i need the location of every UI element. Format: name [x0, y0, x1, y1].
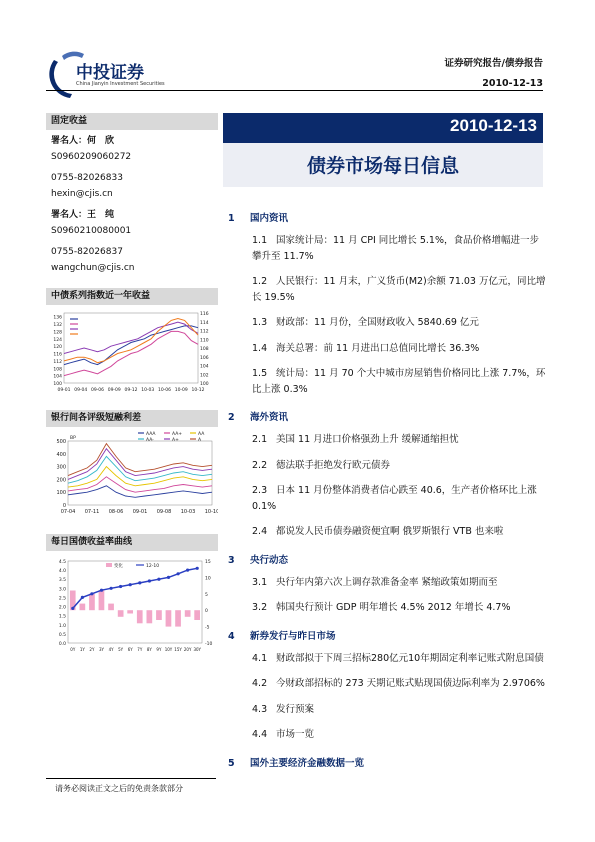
item-text: 央行年内第六次上调存款准备金率 紧缩政策如期而至 — [276, 576, 498, 588]
index-chart-svg — [46, 305, 218, 400]
item-number: 1.4 — [252, 342, 268, 354]
item-number: 4.3 — [252, 703, 268, 715]
author-id: S0960209060272 — [51, 151, 132, 162]
legend-label: 12-10 — [146, 564, 160, 569]
section-title: 海外资讯 — [250, 412, 289, 423]
item-number: 2.4 — [252, 526, 268, 537]
item-number: 2.2 — [252, 459, 268, 471]
yield-point — [71, 607, 74, 610]
yield-point — [100, 589, 103, 592]
x-tick-label: 10-06 — [157, 388, 172, 393]
banner-date: 2010-12-13 — [450, 116, 537, 135]
section-number: 1 — [228, 213, 235, 224]
x-tick-label: 20Y — [183, 647, 192, 652]
change-bar — [156, 610, 162, 620]
y-tick-label: 120 — [53, 345, 62, 351]
author-name: 署名人：王 纯 — [51, 210, 115, 220]
section-title: 新券发行与昨日市场 — [250, 630, 336, 642]
y-tick-label: 2.5 — [58, 596, 66, 602]
y-tick-label: 0.0 — [58, 642, 66, 647]
y-tick-label: 1.0 — [58, 623, 66, 629]
y-tick-label: 0 — [62, 503, 66, 509]
section-heading[interactable] — [228, 628, 546, 642]
author-email[interactable]: wangchun@cjis.cn — [51, 262, 135, 273]
toc-item[interactable] — [252, 341, 546, 357]
section-heading[interactable] — [228, 409, 546, 423]
yield-point — [90, 592, 93, 595]
y2-tick-label: 104 — [200, 364, 209, 370]
y-tick-label: 104 — [53, 374, 62, 380]
legend-label: A+ — [172, 438, 179, 443]
y2-tick-label: 5 — [205, 592, 208, 598]
section-number: 5 — [228, 757, 235, 769]
legend-label: 变化 — [114, 564, 123, 569]
toc-item[interactable] — [252, 524, 546, 540]
y-tick-label: 3.5 — [58, 578, 66, 584]
y2-tick-label: -10 — [205, 642, 213, 647]
x-tick-label: 09-08 — [156, 509, 172, 515]
x-tick-label: 09-01 — [57, 388, 71, 393]
item-text: 统计局：11 月 70 个大中城市房屋销售价格同比上涨 7.7%，环比上涨 0.3% — [252, 368, 546, 395]
x-tick-label: 10-10 — [204, 509, 218, 515]
y-tick-label: 116 — [53, 352, 62, 358]
y-axis-label: BP — [70, 436, 76, 441]
toc-item[interactable] — [252, 702, 546, 718]
change-bar — [147, 610, 153, 623]
item-text: 海关总署：前 11 月进出口总值同比增长 36.3% — [276, 342, 480, 354]
document-title: 债券市场每日信息 — [306, 155, 459, 177]
item-text: 美国 11 月进口价格强劲上升 缓解通缩担忧 — [276, 434, 459, 445]
yield-point — [81, 596, 84, 599]
report-type: 证券研究报告/债券报告 — [444, 58, 543, 69]
chart1-heading: 中债系列指数近一年收益 — [46, 288, 218, 305]
x-tick-label: 10Y — [164, 647, 173, 652]
x-tick-label: 7Y — [137, 647, 143, 652]
spread-chart — [46, 427, 218, 526]
x-tick-label: 09-12 — [124, 388, 138, 393]
y-tick-label: 400 — [56, 451, 66, 458]
item-text: 都说发人民币债券融资便宜啊 俄罗斯银行 VTB 也来啦 — [276, 526, 504, 537]
y2-tick-label: -5 — [205, 625, 210, 631]
section-title: 国内资讯 — [250, 213, 289, 224]
y-tick-label: 132 — [53, 323, 62, 329]
change-bar — [99, 591, 105, 611]
item-text: 财政部拟于下周三招标280亿元10年期固定利率记账式附息国债 — [276, 652, 544, 664]
item-text: 韩国央行预计 GDP 明年增长 4.5% 2012 年增长 4.7% — [276, 602, 511, 613]
item-number: 3.2 — [252, 602, 268, 613]
x-tick-label: 09-04 — [74, 388, 88, 393]
x-tick-label: 2Y — [89, 647, 95, 652]
x-tick-label: 30Y — [193, 647, 201, 652]
y2-tick-label: 102 — [200, 373, 209, 379]
item-number: 2.1 — [252, 434, 268, 445]
y-tick-label: 4.5 — [58, 560, 66, 565]
item-text: 市场一览 — [276, 729, 315, 740]
y-tick-label: 4.0 — [58, 569, 66, 575]
change-bar — [80, 604, 86, 611]
y2-tick-label: 114 — [200, 320, 209, 326]
change-bar — [185, 610, 191, 617]
change-bar — [118, 610, 124, 617]
toc-item[interactable] — [252, 458, 546, 474]
x-tick-label: 07-11 — [84, 509, 100, 515]
section-title: 央行动态 — [250, 554, 289, 566]
toc-item[interactable] — [252, 366, 546, 397]
item-number: 1.1 — [252, 235, 268, 246]
change-bar — [194, 610, 200, 620]
section-heading[interactable] — [228, 552, 546, 566]
y2-tick-label: 0 — [205, 609, 208, 615]
item-text: 日本 11 月份整体消费者信心跌至 40.6，生产者价格环比上涨 0.1% — [252, 485, 537, 512]
y-tick-label: 500 — [56, 439, 66, 445]
toc-item[interactable] — [252, 575, 546, 591]
y-tick-label: 128 — [53, 330, 62, 336]
y-tick-label: 136 — [53, 315, 62, 321]
change-bar — [89, 594, 95, 610]
y2-tick-label: 10 — [205, 576, 211, 582]
x-tick-label: 10-03 — [180, 509, 196, 515]
item-number: 4.2 — [252, 678, 268, 689]
toc-item[interactable] — [252, 600, 546, 616]
y-tick-label: 0.5 — [58, 632, 66, 638]
yield-point — [110, 587, 113, 590]
x-tick-label: 5Y — [118, 647, 124, 652]
x-tick-label: 4Y — [108, 647, 114, 652]
x-tick-label: 10-09 — [174, 388, 188, 393]
plot-frame — [68, 441, 212, 505]
item-text: 人民银行：11 月末，广义货币(M2)余额 71.03 万亿元，同比增长 19.5% — [252, 276, 546, 303]
author-phone: 0755-82026837 — [51, 247, 123, 257]
x-tick-label: 0Y — [70, 647, 76, 652]
section-number: 2 — [228, 412, 235, 423]
x-tick-label: 10-03 — [141, 388, 155, 393]
y-tick-label: 100 — [56, 490, 66, 497]
change-bar — [166, 610, 172, 626]
x-tick-label: 3Y — [99, 647, 104, 652]
footer-divider — [46, 778, 216, 779]
toc-item[interactable] — [252, 727, 546, 743]
section-heading[interactable] — [228, 755, 546, 769]
plot-frame — [68, 561, 202, 643]
yield-point — [129, 583, 132, 586]
chart3-heading: 每日国债收益率曲线 — [46, 534, 218, 551]
legend-label: AAA — [146, 432, 156, 437]
report-header — [445, 54, 543, 94]
y-tick-label: 108 — [53, 367, 62, 373]
toc-item[interactable] — [252, 483, 546, 514]
contents-list — [228, 210, 546, 780]
yield-point — [196, 567, 199, 570]
y-tick-label: 3.0 — [58, 587, 66, 593]
item-number: 4.4 — [252, 729, 268, 740]
item-number: 1.5 — [252, 368, 268, 379]
left-sidebar — [46, 113, 218, 665]
toc-item[interactable] — [252, 315, 546, 331]
x-tick-label: 1Y — [79, 647, 85, 652]
date-banner — [223, 113, 543, 143]
legend-label: AA — [198, 432, 205, 437]
toc-item[interactable] — [252, 651, 546, 667]
legend-label: AA- — [146, 438, 154, 443]
x-tick-label: 07-04 — [60, 509, 76, 515]
y2-tick-label: 116 — [200, 312, 209, 317]
x-tick-label: 10-12 — [191, 388, 205, 393]
x-tick-label: 6Y — [127, 647, 133, 652]
change-bar — [108, 604, 114, 611]
change-bar — [127, 610, 133, 613]
yield-curve-chart-svg — [46, 551, 218, 661]
legend-swatch — [106, 563, 112, 567]
y-tick-label: 124 — [53, 337, 62, 343]
series-line — [64, 322, 198, 353]
yield-point — [157, 578, 160, 581]
section-title: 国外主要经济金融数据一览 — [250, 757, 365, 769]
header-divider — [46, 90, 543, 91]
y-tick-label: 200 — [56, 477, 66, 484]
item-number: 3.1 — [252, 576, 268, 588]
brand-logo — [46, 46, 186, 106]
x-tick-label: 15Y — [174, 647, 182, 652]
brand-name-en: China Jianyin Investment Securities — [76, 81, 165, 87]
report-date: 2010-12-13 — [482, 78, 543, 89]
section-number: 3 — [228, 554, 235, 566]
series-line — [64, 331, 198, 375]
x-tick-label: 8Y — [146, 647, 152, 652]
y-tick-label: 300 — [56, 464, 66, 471]
disclaimer-note: 请务必阅读正文之后的免责条款部分 — [55, 784, 183, 793]
item-text: 国家统计局：11 月 CPI 同比增长 5.1%，食品价格增幅进一步攀升至 11.7% — [252, 235, 539, 262]
y-tick-label: 100 — [53, 382, 62, 387]
item-text: 今财政部招标的 273 天期记账式贴现国债边际利率为 2.9706% — [276, 678, 545, 689]
y2-tick-label: 110 — [200, 338, 209, 344]
y2-tick-label: 15 — [205, 560, 211, 565]
yield-point — [177, 572, 180, 575]
author-name: 署名人：何 欣 — [51, 136, 115, 146]
brand-name-cn: 中投证券 — [76, 63, 144, 83]
title-box — [223, 143, 543, 187]
x-tick-label: 9Y — [156, 647, 162, 652]
item-text: 德法联手拒绝发行欧元债券 — [276, 459, 391, 471]
spread-chart-svg — [46, 427, 218, 522]
y-tick-label: 1.5 — [58, 614, 66, 620]
yield-curve-chart — [46, 551, 218, 665]
toc-item[interactable] — [252, 676, 546, 692]
y2-tick-label: 108 — [200, 347, 209, 352]
yield-point — [119, 585, 122, 588]
section-heading[interactable] — [228, 210, 546, 224]
author-phone: 0755-82026833 — [51, 173, 123, 183]
fixed-income-heading: 固定收益 — [46, 113, 218, 130]
y2-tick-label: 106 — [200, 355, 209, 361]
author-email[interactable]: hexin@cjis.cn — [51, 188, 113, 199]
section-number: 4 — [228, 630, 235, 642]
y-tick-label: 112 — [53, 359, 62, 365]
series-line — [68, 444, 212, 476]
x-tick-label: 09-06 — [90, 388, 105, 393]
yield-point — [138, 581, 141, 584]
item-text: 财政部：11 月份，全国财政收入 5840.69 亿元 — [276, 317, 479, 328]
index-chart — [46, 305, 218, 404]
toc-item[interactable] — [252, 233, 546, 264]
item-text: 发行预案 — [276, 703, 315, 715]
y-tick-label: 2.0 — [58, 605, 66, 611]
toc-item[interactable] — [252, 432, 546, 448]
x-tick-label: 09-09 — [107, 388, 121, 393]
yield-point — [148, 579, 151, 582]
yield-point — [186, 569, 189, 572]
legend-label: A — [198, 438, 202, 443]
item-number: 4.1 — [252, 652, 268, 664]
author-id: S0960210080001 — [51, 225, 132, 236]
item-number: 2.3 — [252, 485, 268, 496]
item-number: 1.2 — [252, 276, 268, 287]
y2-tick-label: 112 — [200, 329, 209, 335]
x-tick-label: 08-06 — [108, 509, 124, 515]
item-number: 1.3 — [252, 317, 268, 328]
yield-point — [167, 576, 170, 579]
change-bar — [175, 610, 181, 626]
chart2-heading: 银行间各评级短融利差 — [46, 410, 218, 427]
y2-tick-label: 100 — [200, 382, 209, 387]
legend-label: AA+ — [172, 432, 183, 437]
x-tick-label: 09-01 — [132, 509, 148, 515]
toc-item[interactable] — [252, 274, 546, 305]
change-bar — [137, 610, 143, 623]
